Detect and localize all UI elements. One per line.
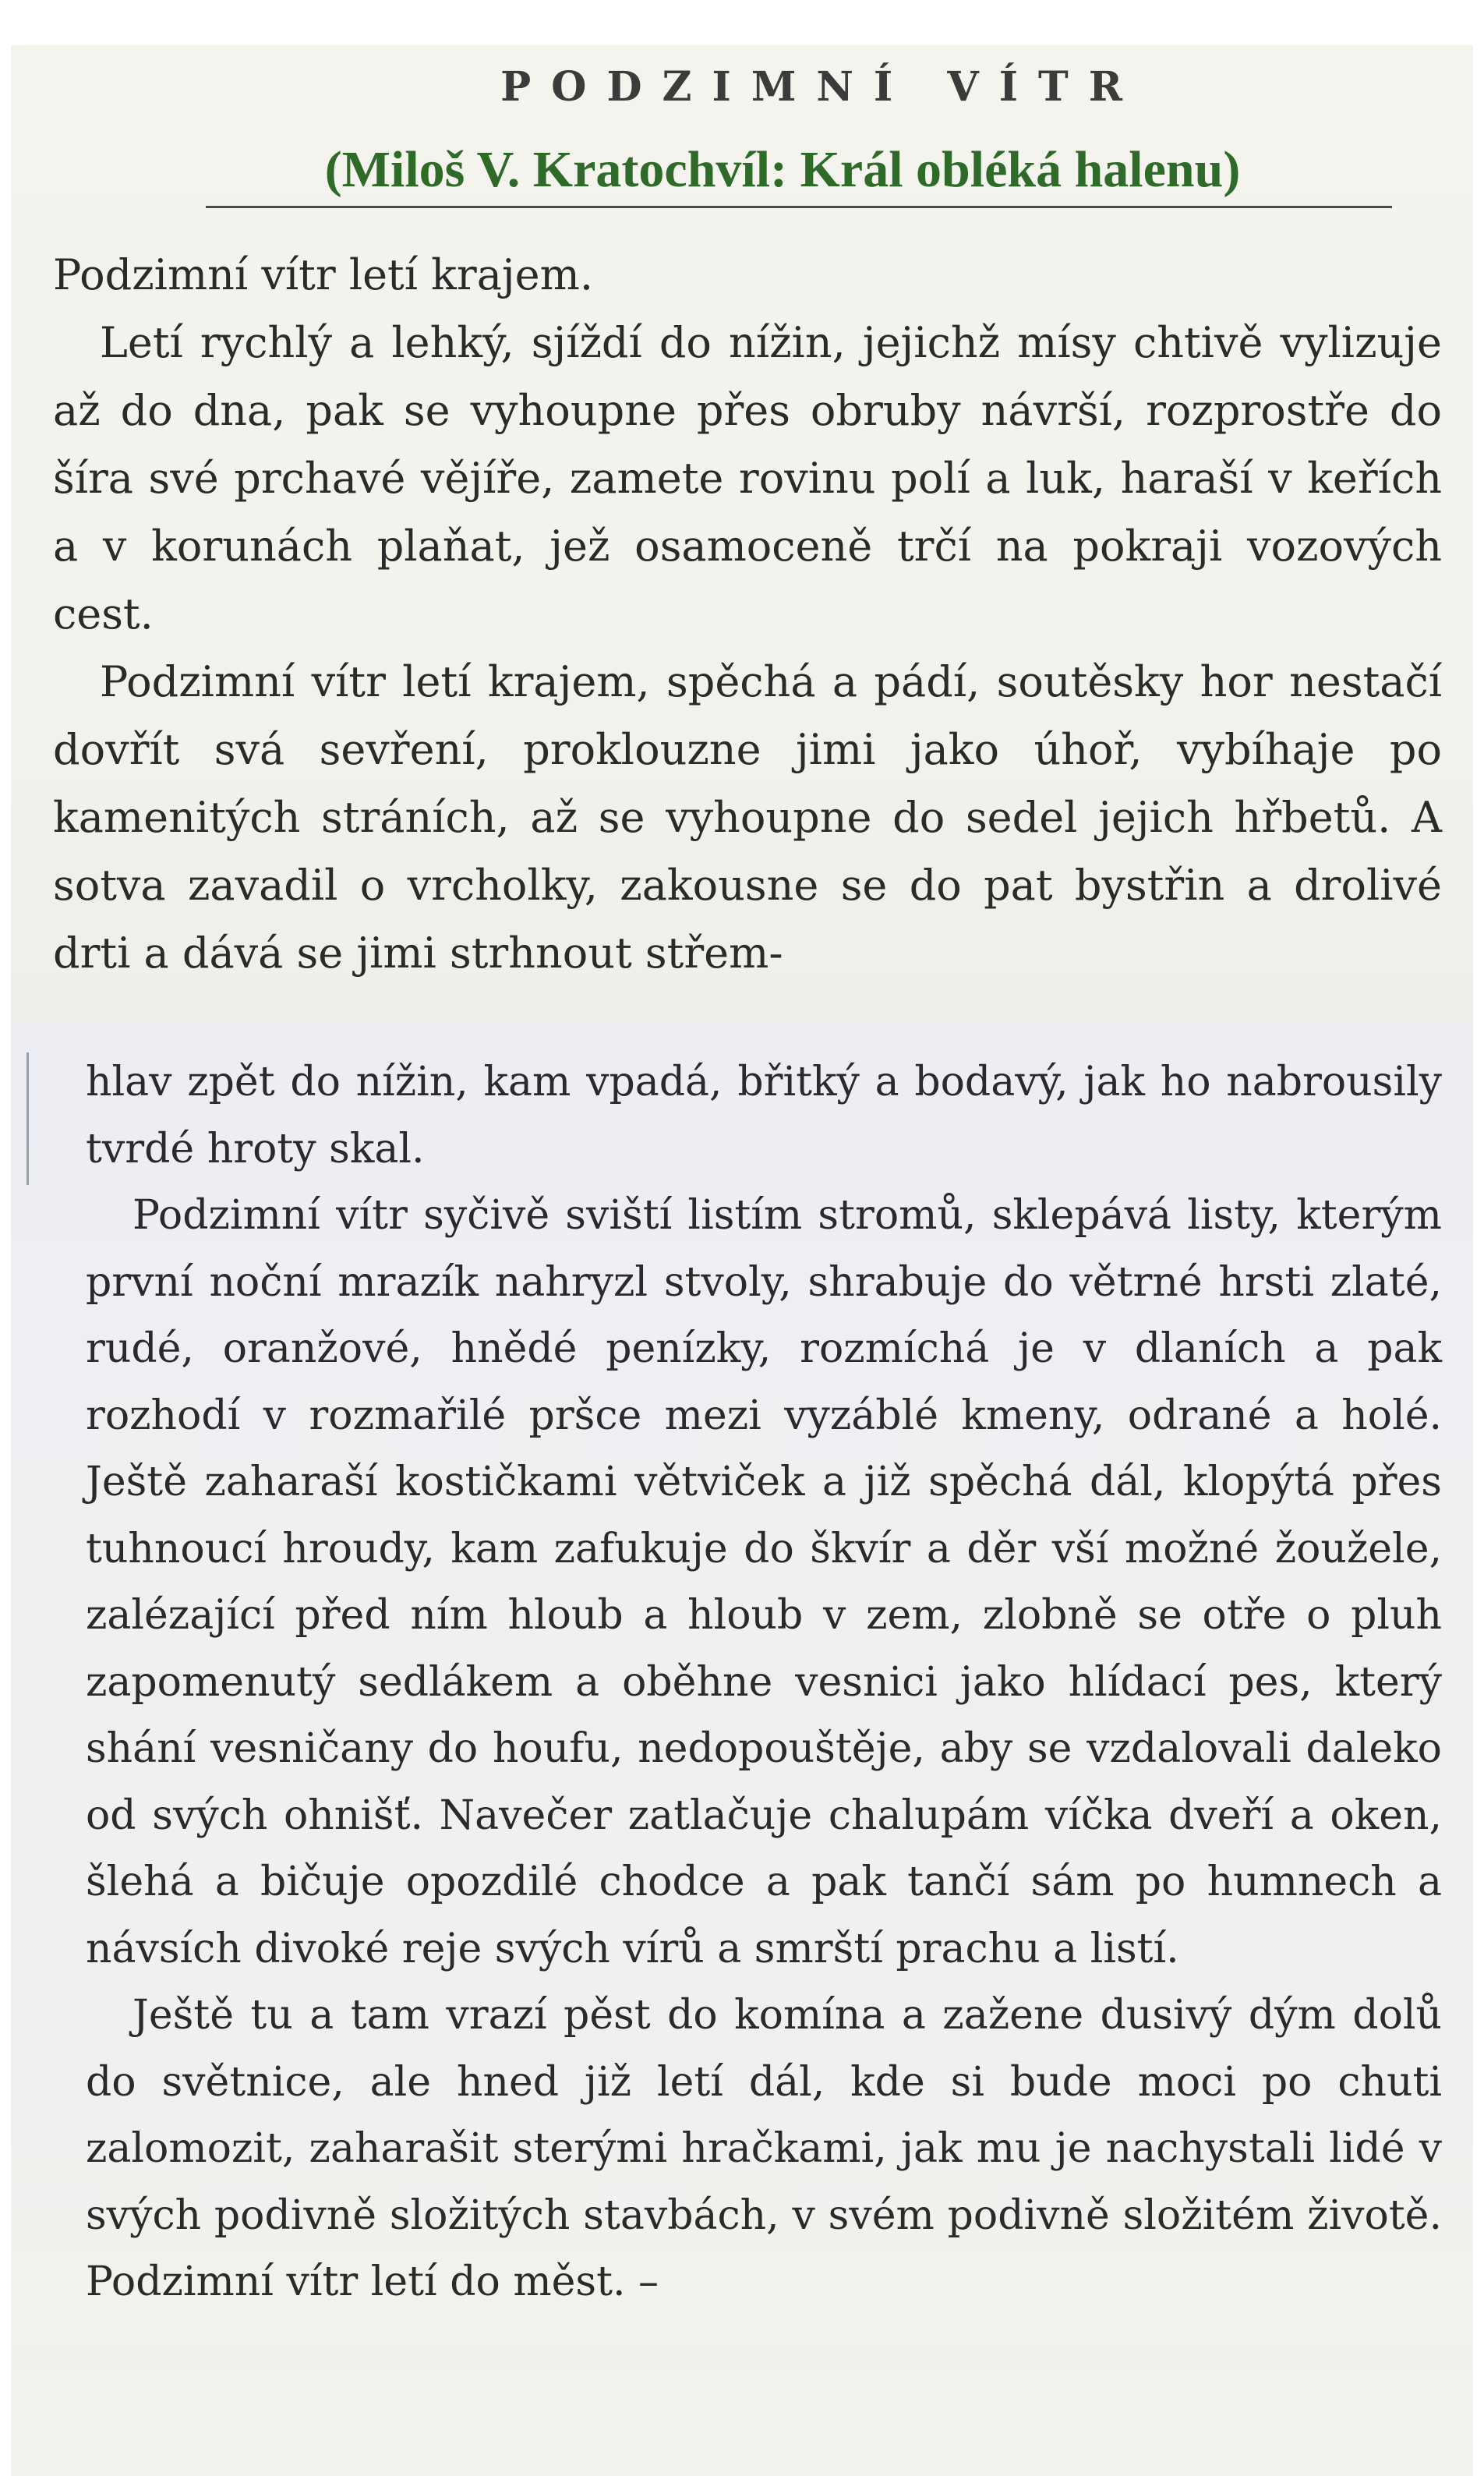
paragraph: Ještě tu a tam vrazí pěst do komína a zažene dusivý dým dolů do světnice, ale hned již letí dál, kde si bude moci po chuti zalomozit, zaharašit sterými hračkami, jak mu je nachystali lidé v svých podivně složitých stavbách, v svém podivně složitém životě. Podzimní vítr letí do měst. – — [86, 1992, 1442, 2305]
title-underline — [206, 206, 1392, 208]
book-page-top — [11, 45, 1473, 1023]
paragraph: Letí rychlý a lehký, sjíždí do nížin, jejichž mísy chtivě vylizuje až do dna, pak se vyhoupne přes obruby návrší, rozprostře do šíra své prchavé vějíře, zamete rovinu polí a luk, haraší v keřích a v korunách plaňat, jež osamoceně trčí na pokraji vozových cest. — [53, 318, 1442, 638]
book-page-bottom — [11, 1021, 1473, 2476]
paragraph: Podzimní vítr letí krajem. — [53, 250, 593, 299]
chapter-title: PODZIMNÍ VÍTR — [500, 63, 1143, 111]
paragraph: Podzimní vítr syčivě sviští listím stromů, sklepává listy, kterým první noční mrazík nahryzl stvoly, shrabuje do větrné hrsti zlaté, rudé, oranžové, hnědé penízky, rozmíchá je v dlaních a pak rozhodí v rozmařilé pršce mezi vyzáblé kmeny, odrané a holé. Ještě zaharaší kostičkami větviček a již spěchá dál, klopýtá přes tuhnoucí hroudy, kam zafukuje do škvír a děr vší možné žouželе, zalézající před ním hloub a hloub v zem, zlobně se otře o pluh zapomenutý sedlákem a oběhne vesnici jako hlídací pes, který shání vesničany do houfu, nedopouštěje, aby se vzdalovali daleko od svých ohnišť. Navečer zatlačuje chalupám víčka dveří a oken, šlehá a bičuje opozdilé chodce a pak tančí sám po humnech a návsích divoké reje svých vírů a smrští prachu a listí. — [86, 1192, 1442, 1972]
paragraph: hlav zpět do nížin, kam vpadá, břitký a bodavý, jak ho nabrousily tvrdé hroty skal. — [86, 1059, 1442, 1173]
paragraph: Podzimní vítr letí krajem, spěchá a pádí, soutěsky hor nestačí dovřít svá sevření, proklouzne jimi jako úhoř, vybíhaje po kamenitých stráních, až se vyhoupne do sedel jejich hřbetů. A sotva zavadil o vrcholky, zakousne se do pat bystřin a drolivé drti a dává se jimi strhnout střem- — [53, 657, 1442, 978]
page-edge-mark — [26, 1052, 29, 1185]
source-subtitle: (Miloš V. Kratochvíl: Král obléká halenu) — [324, 141, 1241, 198]
